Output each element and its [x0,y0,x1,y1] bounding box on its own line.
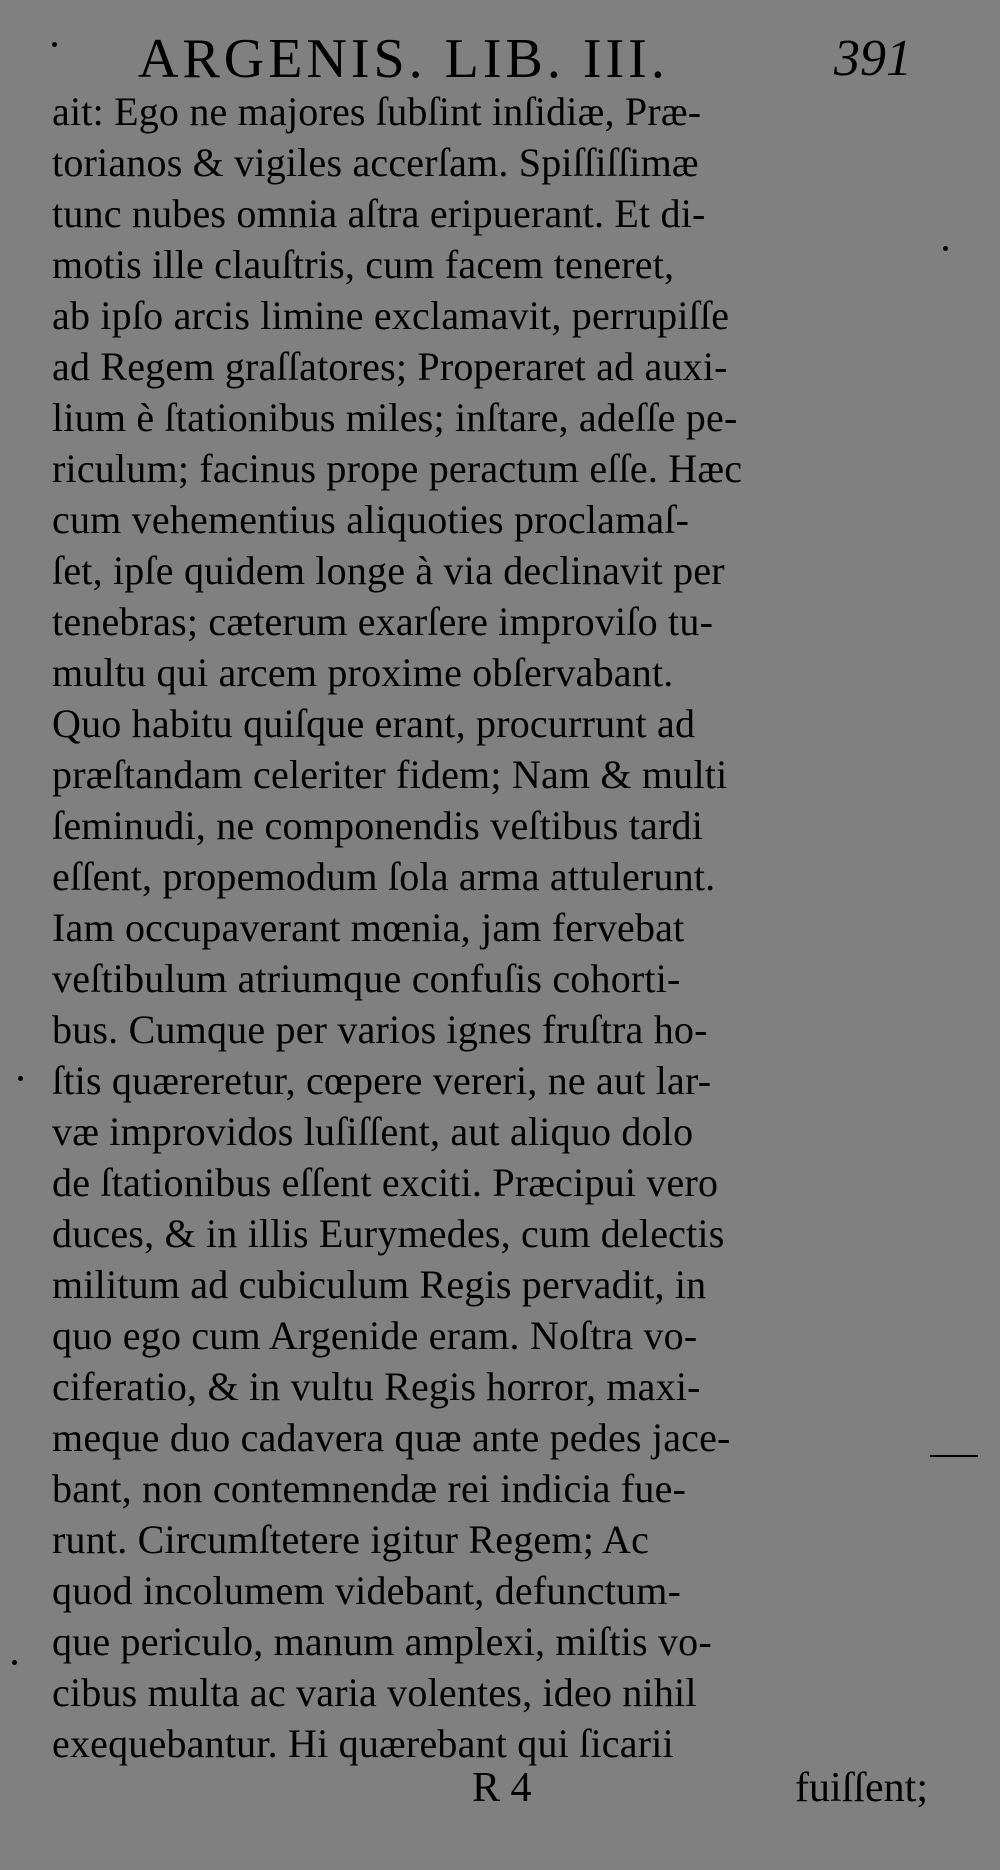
text-line: runt. Circumſtetere igitur Regem; Ac [52,1517,650,1562]
text-line: ſeminudi, ne componendis veſtibus tardi [52,803,704,848]
text-line: meque duo cadavera quæ ante pedes jace- [52,1415,731,1460]
text-line: duces, & in illis Eurymedes, cum delectis [52,1211,725,1256]
text-line: Iam occupaverant mœnia, jam fervebat [52,905,685,950]
scan-speck [52,42,57,47]
scan-speck [943,246,948,251]
text-line: bant, non contemnendæ rei indicia fue- [52,1466,687,1511]
text-line: ciferatio, & in vultu Regis horror, maxi- [52,1364,701,1409]
text-line: lium è ſtationibus miles; inſtare, adeſſe pe- [52,395,738,440]
scan-speck [18,1076,23,1081]
text-line: ſet, ipſe quidem longe à via declinavit per [52,548,725,593]
text-line: ad Regem graſſatores; Properaret ad auxi- [52,344,728,389]
text-line: quo ego cum Argenide eram. Noſtra vo- [52,1313,698,1358]
text-line: militum ad cubiculum Regis pervadit, in [52,1262,707,1307]
text-line: væ improvidos luſiſſent, aut aliquo dolo [52,1109,694,1154]
text-line: que periculo, manum amplexi, miſtis vo- [52,1619,712,1664]
page-header [132,24,912,94]
text-line: eſſent, propemodum ſola arma attulerunt. [52,854,716,899]
text-line: riculum; facinus prope peractum eſſe. Hæc [52,446,743,491]
text-line: præſtandam celeriter fidem; Nam & multi [52,752,728,797]
text-line: torianos & vigiles accerſam. Spiſſiſſimæ [52,140,699,185]
page-footer [52,1758,928,1818]
text-line: motis ille clauſtris, cum facem teneret, [52,242,675,287]
running-head: ARGENIS. LIB. III. [138,28,669,90]
signature-mark: R 4 [472,1765,532,1811]
body-text [52,86,928,1769]
text-line: ait: Ego ne majores ſubſint inſidiæ, Præ- [52,89,702,134]
text-line: multu qui arcem proxime obſervabant. [52,650,674,695]
page-number: 391 [834,30,912,87]
text-line: exequebantur. Hi quærebant qui ſicarii [52,1721,674,1766]
text-line: cum vehementius aliquoties proclamaſ- [52,497,690,542]
text-line: tenebras; cæterum exarſere improviſo tu- [52,599,714,644]
text-line: Quo habitu quiſque erant, procurrunt ad [52,701,696,746]
text-line: de ſtationibus eſſent exciti. Præcipui vero [52,1160,719,1205]
text-line: cibus multa ac varia volentes, ideo nihil [52,1670,697,1715]
scan-speck [12,1660,17,1665]
text-line: ab ipſo arcis limine exclamavit, perrupiſſe [52,293,730,338]
text-line: tunc nubes omnia aſtra eripuerant. Et di- [52,191,706,236]
text-line: veſtibulum atriumque confuſis cohorti- [52,956,681,1001]
text-line: ſtis quæreretur, cœpere vereri, ne aut lar- [52,1058,712,1103]
scan-rule [930,1455,978,1457]
text-line: bus. Cumque per varios ignes fruſtra ho- [52,1007,708,1052]
catchword: fuiſſent; [795,1765,928,1811]
text-line: quod incolumem videbant, defunctum- [52,1568,682,1613]
